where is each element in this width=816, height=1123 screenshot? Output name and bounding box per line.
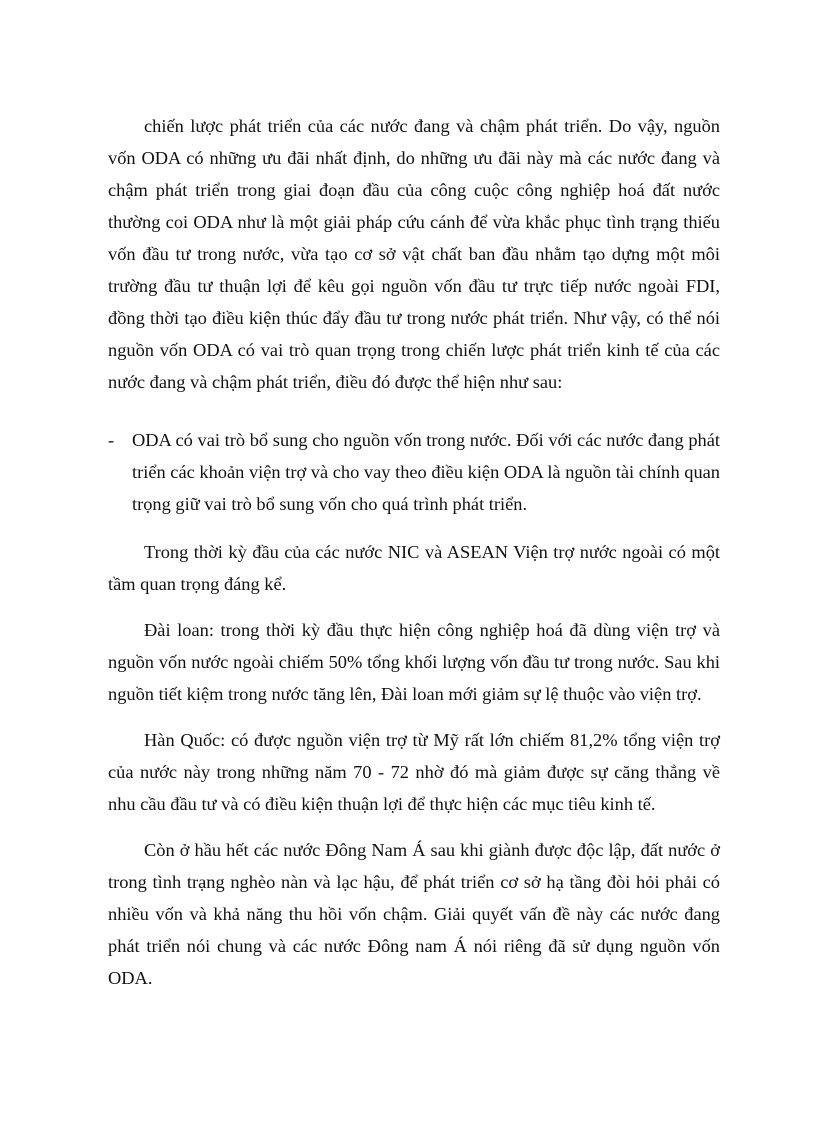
paragraph-korea-block [108,724,720,820]
paragraph-southeast-asia-block [108,834,720,994]
paragraph-intro: chiến lược phát triển của các nước đang và chậm phát triển. Do vậy, nguồn vốn ODA có những ưu đãi nhất định, do những ưu đãi này mà các nước đang và chậm phát triển trong giai đoạn đầu của công cuộc công nghiệp hoá đất nước thường coi ODA như là một giải pháp cứu cánh để vừa khắc phục tình trạng thiếu vốn đầu tư trong nước, vừa tạo cơ sở vật chất ban đầu nhằm tạo dựng một môi trường đầu tư thuận lợi để kêu gọi nguồn vốn đầu tư trực tiếp nước ngoài FDI, đồng thời tạo điều kiện thúc đẩy đầu tư trong nước phát triển. Như vậy, có thể nói nguồn vốn ODA có vai trò quan trọng trong chiến lược phát triển kinh tế của các nước đang và chậm phát triển, điều đó được thể hiện như sau: [108,116,720,392]
bullet-text: ODA có vai trò bổ sung cho nguồn vốn trong nước. Đối với các nước đang phát triển các khoản viện trợ và cho vay theo điều kiện ODA là nguồn tài chính quan trọng giữ vai trò bổ sung vốn cho quá trình phát triển. [132,430,720,514]
paragraph-nic-asean-block [108,536,720,600]
bullet-marker: - [108,430,115,450]
paragraph-taiwan-block [108,614,720,710]
paragraph-korea: Hàn Quốc: có được nguồn viện trợ từ Mỹ rất lớn chiếm 81,2% tổng viện trợ của nước này trong những năm 70 - 72 nhờ đó mà giảm được sự căng thẳng về nhu cầu đầu tư và có điều kiện thuận lợi để thực hiện các mục tiêu kinh tế. [108,730,720,814]
bullet-item-oda-supplement [108,424,720,520]
paragraph-taiwan: Đài loan: trong thời kỳ đầu thực hiện công nghiệp hoá đã dùng viện trợ và nguồn vốn nước ngoài chiếm 50% tổng khối lượng vốn đầu tư trong nước. Sau khi nguồn tiết kiệm trong nước tăng lên, Đài loan mới giảm sự lệ thuộc vào viện trợ. [108,620,720,704]
paragraph-nic-asean: Trong thời kỳ đầu của các nước NIC và ASEAN Viện trợ nước ngoài có một tầm quan trọng đáng kể. [108,542,720,594]
paragraph-intro-block [108,110,720,398]
paragraph-southeast-asia: Còn ở hầu hết các nước Đông Nam Á sau khi giành được độc lập, đất nước ở trong tình trạng nghèo nàn và lạc hậu, để phát triển cơ sở hạ tầng đòi hỏi phải có nhiều vốn và khả năng thu hồi vốn chậm. Giải quyết vấn đề này các nước đang phát triển nói chung và các nước Đông nam Á nói riêng đã sử dụng nguồn vốn ODA. [108,840,720,988]
